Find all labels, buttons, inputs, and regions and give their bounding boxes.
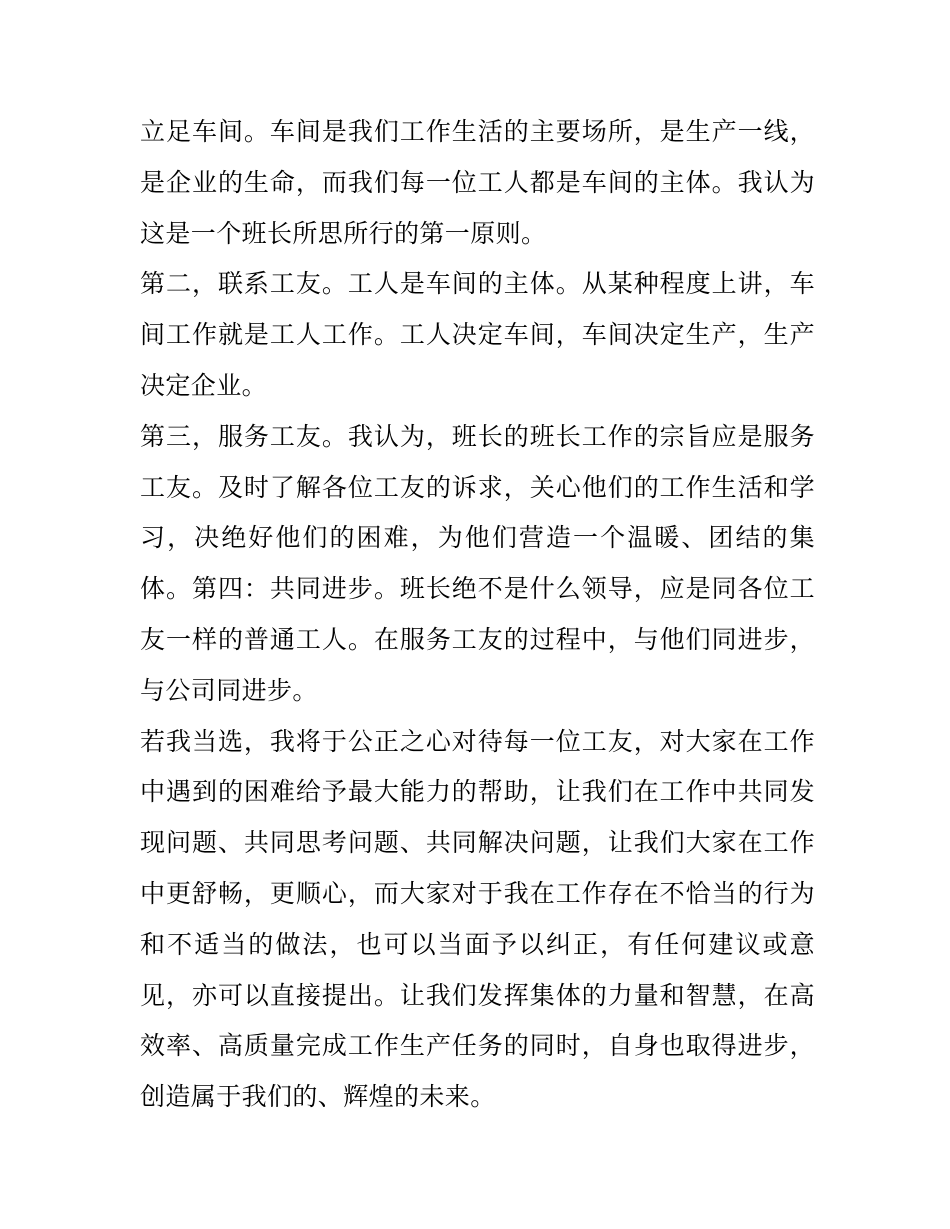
document-body [140, 107, 815, 1123]
paragraph-serve-workers: 第三，服务工友。我认为，班长的班长工作的宗旨应是服务工友。及时了解各位工友的诉求，关心他们的工作生活和学习，决绝好他们的困难，为他们营造一个温暖、团结的集体。第四：共同进步。班长绝不是什么领导，应是同各位工友一样的普通工人。在服务工友的过程中，与他们同进步，与公司同进步。 [140, 421, 815, 705]
paragraph-if-elected: 若我当选，我将于公正之心对待每一位工友，对大家在工作中遇到的困难给予最大能力的帮助，让我们在工作中共同发现问题、共同思考问题、共同解决问题，让我们大家在工作中更舒畅，更顺心，而大家对于我在工作存在不恰当的行为和不适当的做法，也可以当面予以纠正，有任何建议或意见，亦可以直接提出。让我们发挥集体的力量和智慧，在高效率、高质量完成工作生产任务的同时，自身也取得进步，创造属于我们的、辉煌的未来。 [140, 726, 815, 1112]
paragraph-contact-workers: 第二，联系工友。工人是车间的主体。从某种程度上讲，车间工作就是工人工作。工人决定车间，车间决定生产，生产决定企业。 [140, 269, 815, 400]
paragraph-workshop: 立足车间。车间是我们工作生活的主要场所，是生产一线，是企业的生命，而我们每一位工人都是车间的主体。我认为这是一个班长所思所行的第一原则。 [140, 117, 815, 248]
